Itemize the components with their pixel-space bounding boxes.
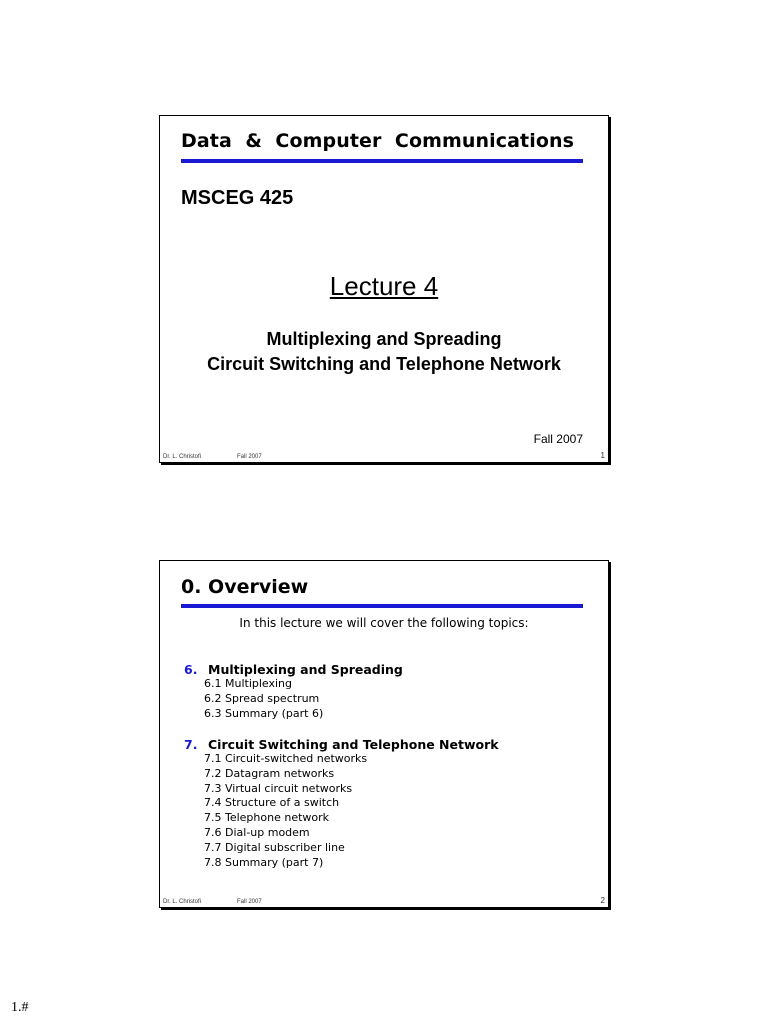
footer-author: Dr. L. Christofi [163,454,202,460]
topic-title: Multiplexing and Spreading [208,662,403,677]
list-item: 7.1 Circuit-switched networks [204,752,368,765]
topic-heading [184,662,403,677]
course-code: MSCEG 425 [181,187,294,209]
slide-1 [159,115,609,463]
list-item: 6.3 Summary (part 6) [204,706,324,720]
list-item: 7.5 Telephone network [204,811,330,825]
topic-group-6 [184,662,403,721]
footer-author: Dr. L. Christofi [163,899,202,905]
subtitle-line-2: Circuit Switching and Telephone Network [207,354,561,374]
list-item: 7.3 Virtual circuit networks [204,781,353,795]
topic-group-7 [184,737,499,870]
slide-2 [159,560,609,908]
slide-number: 1 [600,451,605,460]
overview-intro: In this lecture we will cover the following topics: [239,616,529,630]
subtitle-line-1: Multiplexing and Spreading [266,329,502,349]
footer-date: Fall 2007 [237,899,262,905]
list-item: 7.2 Datagram networks [204,766,335,780]
lecture-heading: Lecture 4 [329,271,439,301]
list-item: 7.7 Digital subscriber line [204,840,345,854]
list-item: 7.8 Summary (part 7) [204,855,324,869]
page-marker: 1.# [11,1000,29,1015]
list-item: 6.1 Multiplexing [204,677,293,690]
list-item: 7.4 Structure of a switch [204,796,340,810]
list-item: 7.6 Dial-up modem [204,825,310,839]
term-label: Fall 2007 [533,432,583,446]
topic-title: Circuit Switching and Telephone Network [208,737,499,752]
topic-number: 6. [184,662,198,677]
slide-number: 2 [600,896,605,905]
footer-date: Fall 2007 [237,454,262,460]
title-underline [181,604,583,608]
slide-title: 0. Overview [181,576,309,598]
list-item: 6.2 Spread spectrum [204,691,320,705]
topic-heading [184,737,499,752]
slide-title: Data & Computer Communications [181,130,575,152]
topic-number: 7. [184,737,198,752]
title-underline [181,159,583,163]
